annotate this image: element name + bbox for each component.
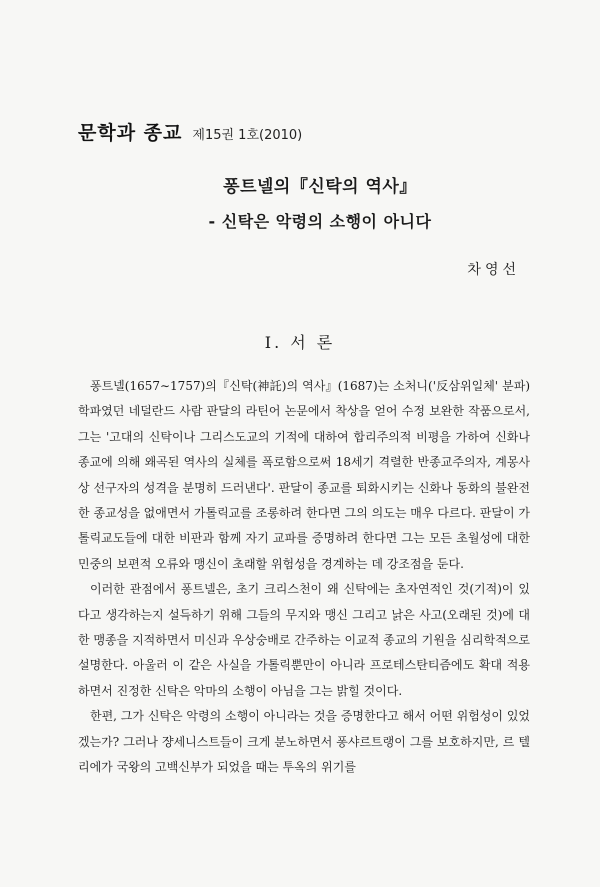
section-heading: I. 서 론 [264,333,336,352]
paragraph: 퐁트넬(1657∼1757)의『신탁(神託)의 역사』(1687)는 소처니('反삼위일체' 분파)학파였던 네덜란드 사람 판달의 라틴어 논문에서 착상을 얻어 수정 보완한 작품으로서, 그는 '고대의 신탁이나 그리스도교의 기적에 대하여 합리주의적 비평을 가하여 신화나 종교에 의해 왜곡된 역사의 실체를 폭로함으로써 18세기 격렬한 반종교주의자, 계몽사상 선구자의 성격을 분명히 드러낸다'. 판달이 종교를 퇴화시키는 신화나 동화의 불완전한 종교성을 없애면서 가톨릭교를 조롱하려 한다면 그의 의도는 매우 다르다. 판달이 가톨릭교도들에 대한 비판과 함께 자기 교파를 증명하려 한다면 그는 모든 초월성에 대한 민중의 보편적 오류와 맹신이 초래할 위험성을 경계하는 데 강조점을 둔다. [78,379,530,571]
paragraph: 한편, 그가 신탁은 악령의 소행이 아니라는 것을 증명한다고 해서 어떤 위험성이 있었겠는가? 그러나 쟝세니스트들이 크게 분노하면서 퐁샤르트랭이 그를 보호하지만, 르 텔리에가 국왕의 고백신부가 되었을 때는 투옥의 위기를 [78,709,530,775]
journal-name: 문학과 종교 [78,122,183,144]
title-block [0,172,600,232]
paper-title: 퐁트넬의『신탁의 역사』 [223,177,417,197]
body-text [78,374,530,781]
journal-issue: 제15권 1호(2010) [192,128,303,143]
paper-subtitle: - 신탁은 악령의 소행이 아니다 [208,212,432,231]
journal-header [78,118,302,145]
author-name: 차영선 [467,262,520,278]
paragraph: 이러한 관점에서 퐁트넬은, 초기 크리스천이 왜 신탁에는 초자연적인 것(기적)이 있다고 생각하는지 설득하기 위해 그들의 무지와 맹신 그리고 낡은 사고(오래된 것)에 대한 맹종을 지적하면서 미신과 우상숭배로 간주하는 이교적 종교의 기원을 심리학적으로 설명한다. 아울러 이 같은 사실을 가톨릭뿐만이 아니라 프로테스탄티즘에도 확대 적용하면서 진정한 신탁은 악마의 소행이 아님을 그는 밝힐 것이다. [78,582,530,698]
